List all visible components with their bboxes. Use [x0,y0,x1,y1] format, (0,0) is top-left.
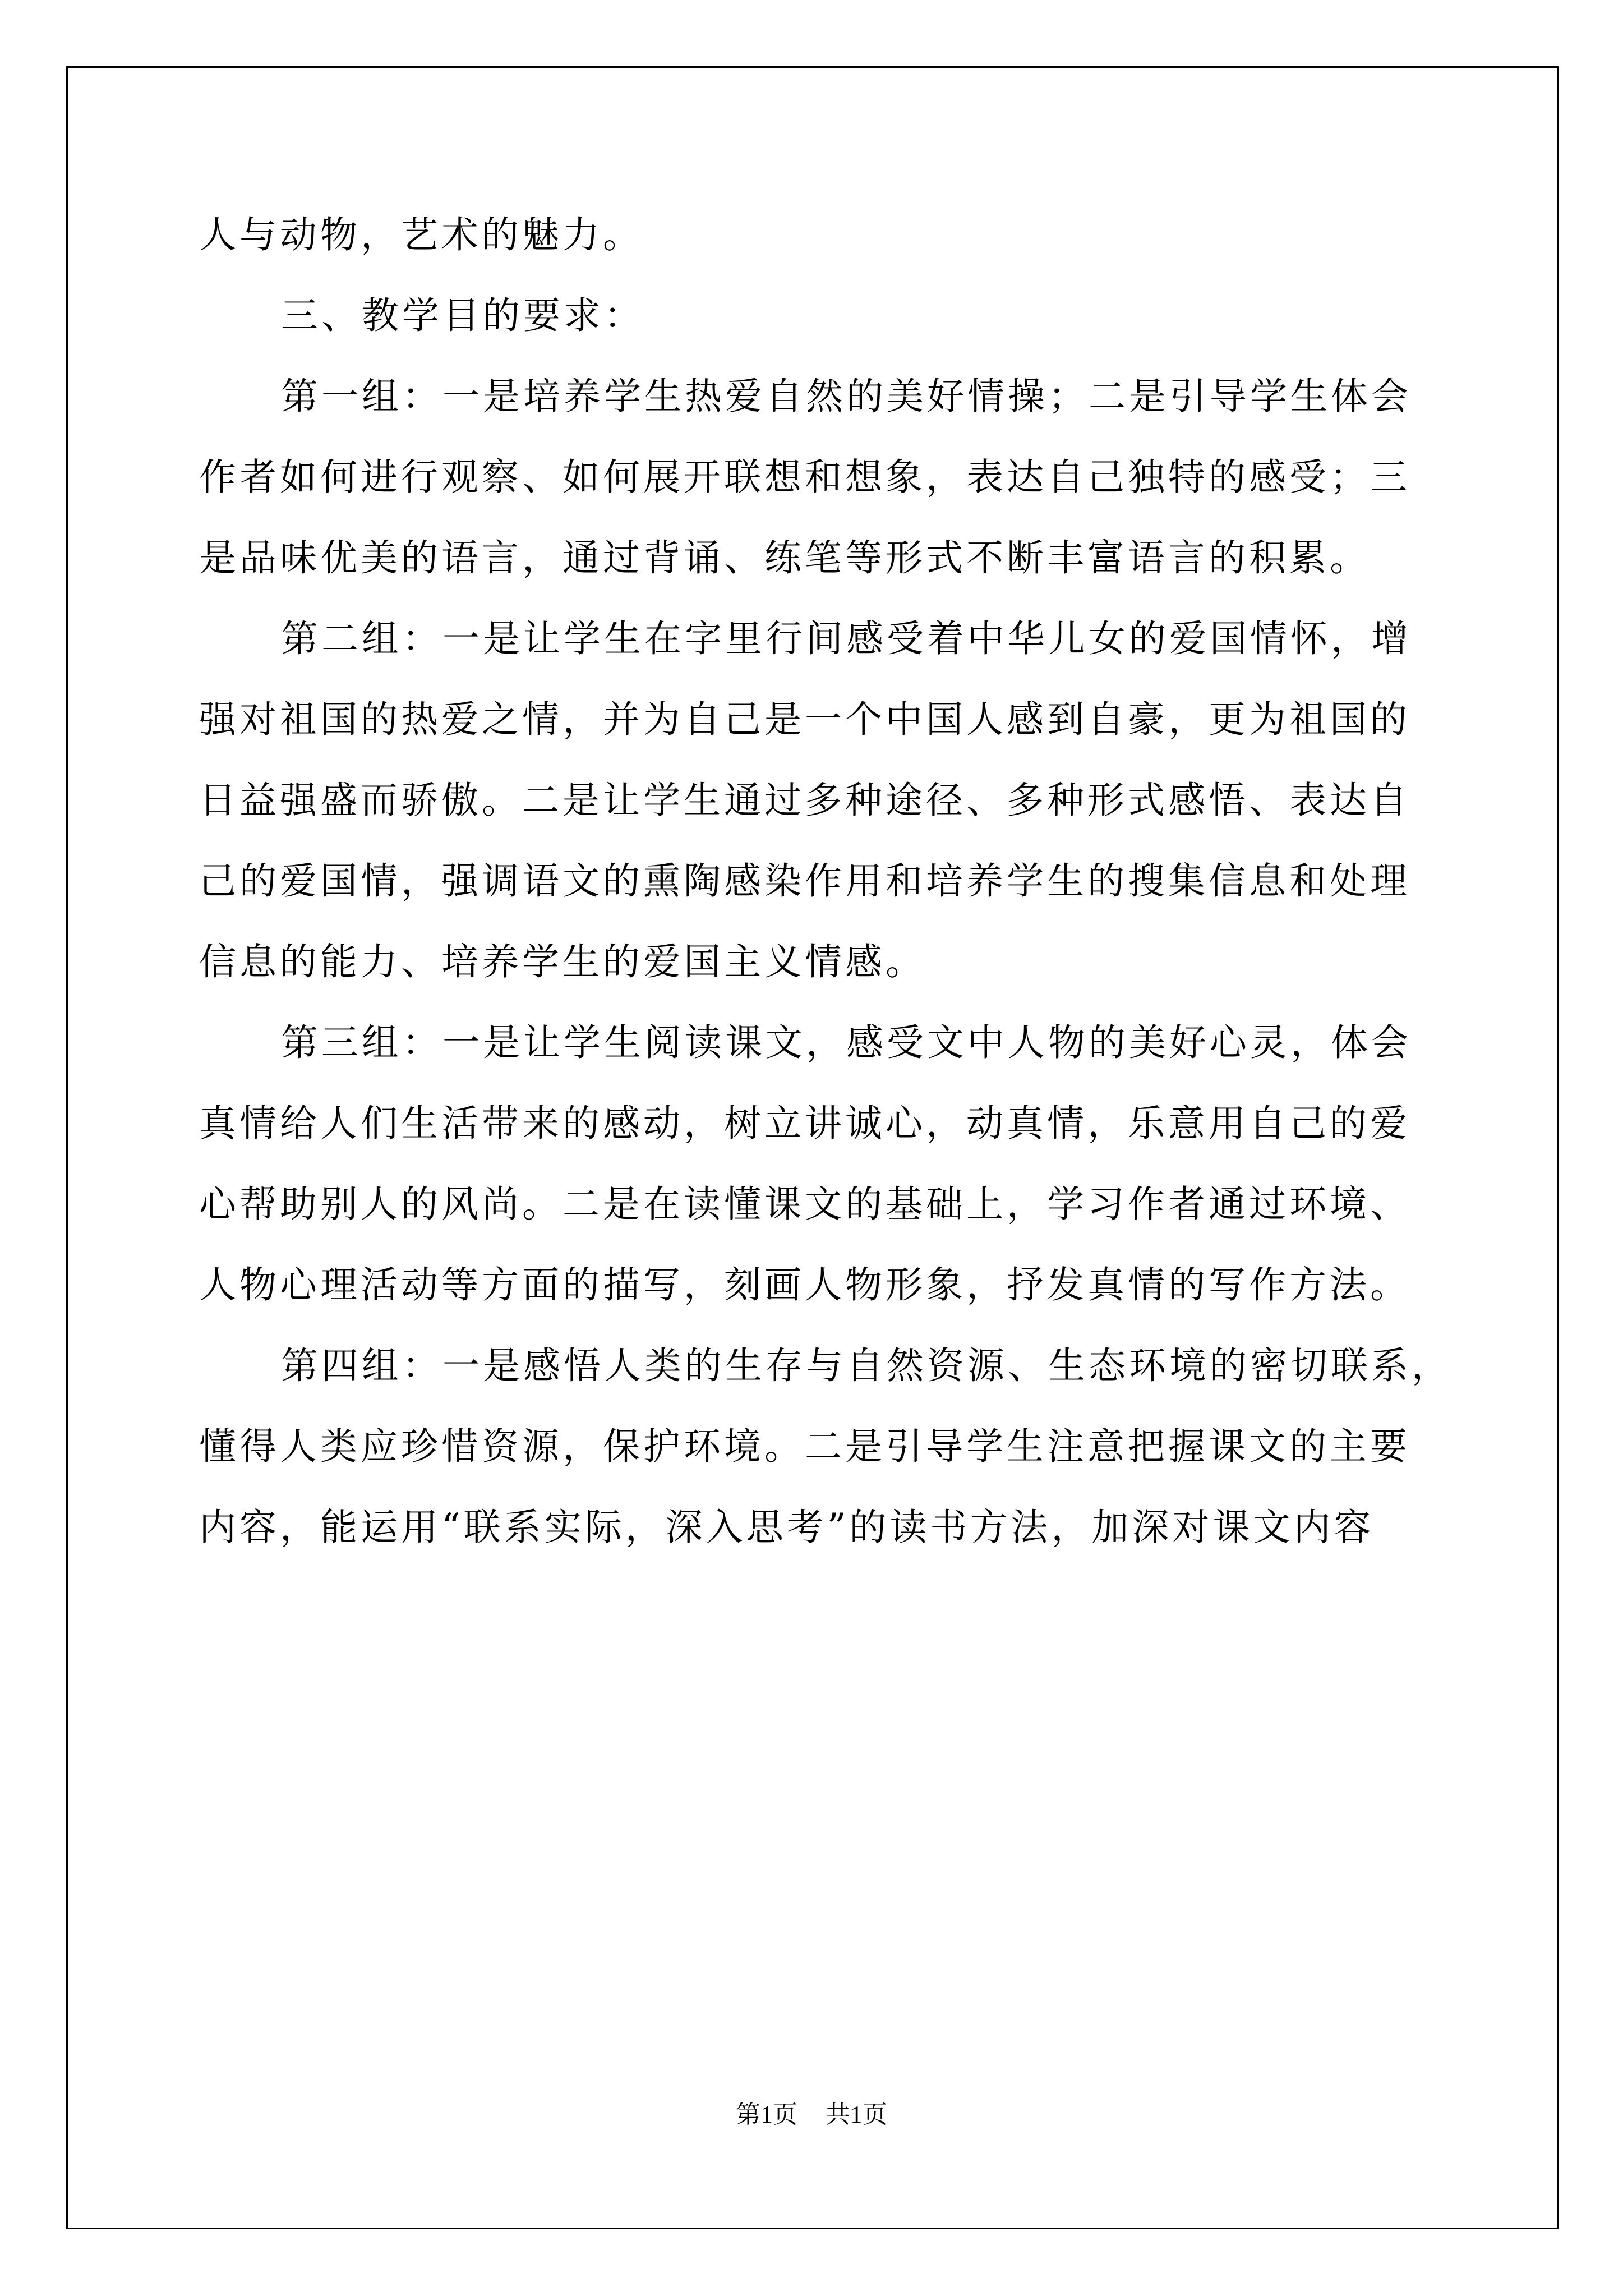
text-line: 第二组：一是让学生在字里行间感受着中华儿女的爱国情怀，增 [281,617,1412,660]
text-line: 内容，能运用“联系实际，深入思考”的读书方法，加深对课文内容 [199,1506,1375,1549]
text-line: 人物心理活动等方面的描写，刻画人物形象，抒发真情的写作方法。 [199,1263,1410,1306]
text-line: 心帮助别人的风尚。二是在读懂课文的基础上，学习作者通过环境、 [199,1182,1410,1226]
text-line: 人与动物，艺术的魅力。 [199,213,643,256]
text-line: 第一组：一是培养学生热爱自然的美好情操；二是引导学生体会 [281,375,1412,418]
text-line: 三、教学目的要求： [281,294,644,337]
text-line: 日益强盛而骄傲。二是让学生通过多种途径、多种形式感悟、表达自 [199,779,1410,822]
text-line: 第四组：一是感悟人类的生存与自然资源、生态环境的密切联系， [281,1344,1452,1387]
page-number-total: 共1页 [826,2101,887,2128]
text-line: 第三组：一是让学生阅读课文，感受文中人物的美好心灵，体会 [281,1021,1412,1064]
page-footer [0,2098,1623,2132]
text-line: 强对祖国的热爱之情，并为自己是一个中国人感到自豪，更为祖国的 [199,698,1410,741]
text-line: 是品味优美的语言，通过背诵、练笔等形式不断丰富语言的积累。 [199,536,1370,579]
text-line: 己的爱国情，强调语文的熏陶感染作用和培养学生的搜集信息和处理 [199,859,1410,903]
page-number-current: 第1页 [736,2101,797,2128]
text-line: 信息的能力、培养学生的爱国主义情感。 [199,940,926,983]
text-line: 真情给人们生活带来的感动，树立讲诚心，动真情，乐意用自己的爱 [199,1102,1410,1145]
text-line: 懂得人类应珍惜资源，保护环境。二是引导学生注意把握课文的主要 [199,1425,1410,1468]
text-line: 作者如何进行观察、如何展开联想和想象，表达自己独特的感受；三 [199,455,1410,499]
